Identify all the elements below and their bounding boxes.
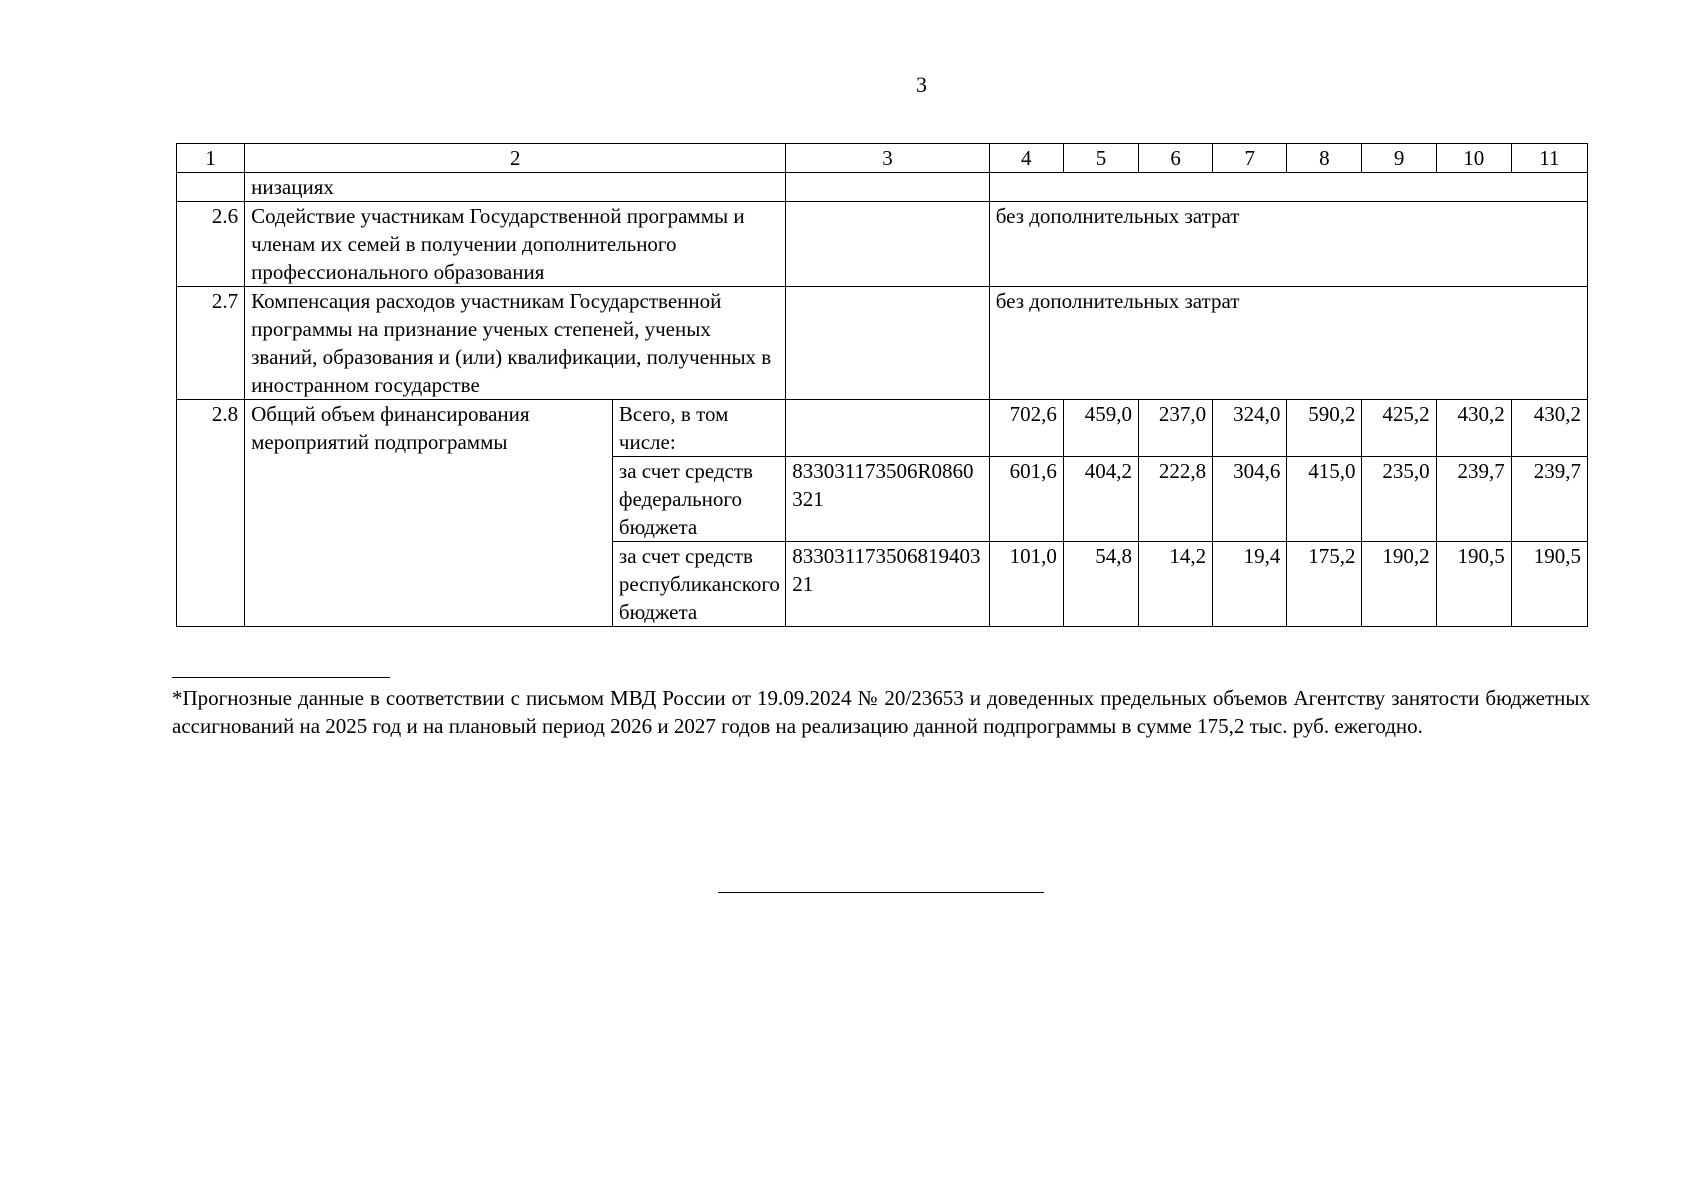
- row-code: [786, 202, 989, 287]
- value-cell: 425,2: [1362, 400, 1436, 457]
- value-cell: 404,2: [1063, 457, 1138, 542]
- value-cell: 14,2: [1139, 542, 1213, 627]
- table-row: [177, 287, 1588, 400]
- financing-label: за счет средств республиканского бюджета: [612, 542, 785, 627]
- budget-code: 83303117350681940321: [786, 542, 989, 627]
- row-note: без дополнительных затрат: [989, 287, 1587, 400]
- value-cell: 239,7: [1436, 457, 1511, 542]
- column-header: 3: [786, 144, 989, 173]
- row-index: 2.8: [177, 400, 245, 627]
- financing-label: за счет средств федерального бюджета: [612, 457, 785, 542]
- column-header: 5: [1063, 144, 1138, 173]
- column-header: 8: [1287, 144, 1362, 173]
- value-cell: 235,0: [1362, 457, 1436, 542]
- column-header: 1: [177, 144, 245, 173]
- value-cell: 601,6: [989, 457, 1063, 542]
- row-note: без дополнительных затрат: [989, 202, 1587, 287]
- footnote-separator: [172, 677, 390, 678]
- row-index: 2.7: [177, 287, 245, 400]
- row-text: Содействие участникам Государственной программы и членам их семей в получении дополнительного профессионального образования: [245, 202, 786, 287]
- column-header: 6: [1139, 144, 1213, 173]
- value-cell: 430,2: [1511, 400, 1587, 457]
- value-cell: 324,0: [1213, 400, 1287, 457]
- value-cell: 239,7: [1511, 457, 1587, 542]
- value-cell: 430,2: [1436, 400, 1511, 457]
- value-cell: 190,5: [1436, 542, 1511, 627]
- value-cell: 304,6: [1213, 457, 1287, 542]
- row-index: [177, 173, 245, 202]
- row-note: [989, 173, 1587, 202]
- row-code: [786, 173, 989, 202]
- column-header: 10: [1436, 144, 1511, 173]
- table-row: [177, 202, 1588, 287]
- table-header-row: [177, 144, 1588, 173]
- financing-title: Общий объем финансирования мероприятий подпрограммы: [245, 400, 613, 627]
- table-row: [177, 173, 1588, 202]
- financing-table: [176, 143, 1588, 627]
- column-header: 4: [989, 144, 1063, 173]
- financing-label: Всего, в том числе:: [612, 400, 785, 457]
- budget-code: [786, 400, 989, 457]
- column-header: 2: [245, 144, 786, 173]
- value-cell: 222,8: [1139, 457, 1213, 542]
- value-cell: 54,8: [1063, 542, 1138, 627]
- financing-row-total: [177, 400, 1588, 457]
- row-text: Компенсация расходов участникам Государственной программы на признание ученых степеней, ученых званий, образования и (или) квалификации, полученных в иностранном государстве: [245, 287, 786, 400]
- value-cell: 175,2: [1287, 542, 1362, 627]
- value-cell: 590,2: [1287, 400, 1362, 457]
- continuation-text: низациях: [245, 173, 786, 202]
- column-header: 11: [1511, 144, 1587, 173]
- value-cell: 415,0: [1287, 457, 1362, 542]
- end-of-document-rule: [718, 892, 1044, 893]
- column-header: 7: [1213, 144, 1287, 173]
- value-cell: 101,0: [989, 542, 1063, 627]
- value-cell: 459,0: [1063, 400, 1138, 457]
- footnote: *Прогнозные данные в соответствии с письмом МВД России от 19.09.2024 № 20/23653 и доведенных предельных объемов Агентству занятости бюджетных ассигнований на 2025 год и на плановый период 2026 и 2027 годов на реализацию данной подпрограммы в сумме 175,2 тыс. руб. ежегодно.: [172, 686, 1590, 738]
- page-number: 3: [916, 72, 927, 97]
- row-code: [786, 287, 989, 400]
- budget-code: 833031173506R0860321: [786, 457, 989, 542]
- value-cell: 190,5: [1511, 542, 1587, 627]
- row-index: 2.6: [177, 202, 245, 287]
- column-header: 9: [1362, 144, 1436, 173]
- value-cell: 237,0: [1139, 400, 1213, 457]
- value-cell: 19,4: [1213, 542, 1287, 627]
- value-cell: 190,2: [1362, 542, 1436, 627]
- value-cell: 702,6: [989, 400, 1063, 457]
